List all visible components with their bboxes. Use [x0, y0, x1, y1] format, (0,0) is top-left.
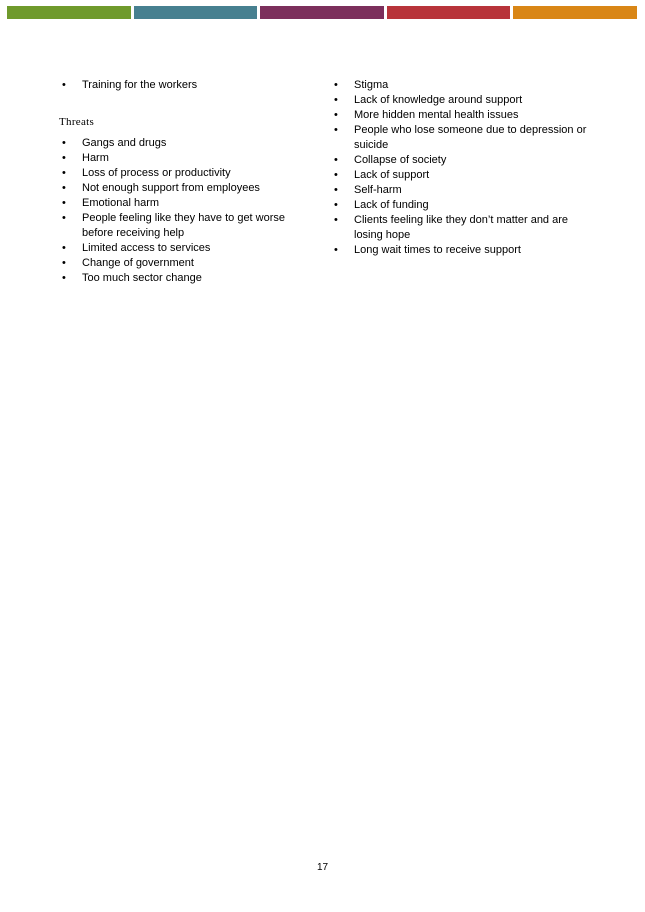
list-item-text: Lack of support	[354, 169, 430, 181]
list-item	[60, 256, 310, 271]
bullet-icon: •	[62, 242, 66, 254]
list-item	[332, 168, 592, 183]
list-item-text: Lack of knowledge around support	[354, 94, 523, 106]
list-item-text: Stigma	[354, 79, 389, 91]
header-bar-segment-teal	[134, 6, 258, 19]
list-item-text: Too much sector change	[82, 272, 202, 284]
list-item-text: Gangs and drugs	[82, 137, 167, 149]
bullet-icon: •	[62, 137, 66, 149]
list-item	[332, 153, 592, 168]
bullet-icon: •	[334, 109, 338, 121]
page-number: 17	[316, 862, 329, 873]
list-item-text: Self-harm	[354, 184, 402, 196]
list-item	[60, 211, 310, 241]
bullet-icon: •	[62, 197, 66, 209]
bullet-icon: •	[334, 214, 338, 226]
list-item	[60, 196, 310, 211]
list-item	[60, 136, 310, 151]
list-item	[332, 183, 592, 198]
list-item-text: Collapse of society	[354, 154, 447, 166]
list-item	[60, 166, 310, 181]
bullet-icon: •	[334, 94, 338, 106]
list-item	[60, 271, 310, 286]
list-item	[332, 198, 592, 213]
bullet-icon: •	[334, 79, 338, 91]
bullet-icon: •	[334, 184, 338, 196]
right-column	[332, 78, 592, 258]
list-item-text: People feeling like they have to get worse before receiving help	[82, 212, 286, 239]
list-item-text: Not enough support from employees	[82, 182, 260, 194]
bullet-icon: •	[334, 124, 338, 136]
bullet-icon: •	[62, 167, 66, 179]
list-item	[332, 123, 592, 153]
bullet-icon: •	[334, 244, 338, 256]
left-column	[60, 78, 310, 286]
bullet-icon: •	[62, 257, 66, 269]
header-color-bar	[7, 6, 637, 19]
header-bar-segment-red	[387, 6, 511, 19]
bullet-icon: •	[62, 182, 66, 194]
bullet-icon: •	[62, 79, 66, 91]
intro-list	[60, 78, 310, 93]
list-item-text: People who lose someone due to depression or suicide	[354, 124, 587, 151]
right-threats-list	[332, 78, 592, 258]
list-item	[332, 213, 592, 243]
list-item	[60, 181, 310, 196]
list-item-text: Loss of process or productivity	[82, 167, 231, 179]
bullet-icon: •	[62, 212, 66, 224]
header-bar-segment-green	[7, 6, 131, 19]
list-item-text: More hidden mental health issues	[354, 109, 519, 121]
list-item	[60, 151, 310, 166]
list-item-text: Limited access to services	[82, 242, 211, 254]
bullet-icon: •	[62, 152, 66, 164]
list-item-text: Change of government	[82, 257, 194, 269]
threats-heading: Threats	[59, 116, 95, 128]
bullet-icon: •	[334, 154, 338, 166]
list-item	[60, 78, 310, 93]
header-bar-segment-orange	[513, 6, 637, 19]
list-item	[332, 78, 592, 93]
threats-list	[60, 136, 310, 286]
list-item	[332, 243, 592, 258]
list-item-text: Training for the workers	[82, 79, 198, 91]
list-item-text: Lack of funding	[354, 199, 429, 211]
bullet-icon: •	[334, 169, 338, 181]
list-item-text: Harm	[82, 152, 109, 164]
list-item-text: Long wait times to receive support	[354, 244, 521, 256]
list-item-text: Clients feeling like they don’t matter and are losing hope	[354, 214, 569, 241]
header-bar-segment-plum	[260, 6, 384, 19]
list-item-text: Emotional harm	[82, 197, 160, 209]
bullet-icon: •	[334, 199, 338, 211]
list-item	[332, 93, 592, 108]
bullet-icon: •	[62, 272, 66, 284]
list-item	[332, 108, 592, 123]
list-item	[60, 241, 310, 256]
